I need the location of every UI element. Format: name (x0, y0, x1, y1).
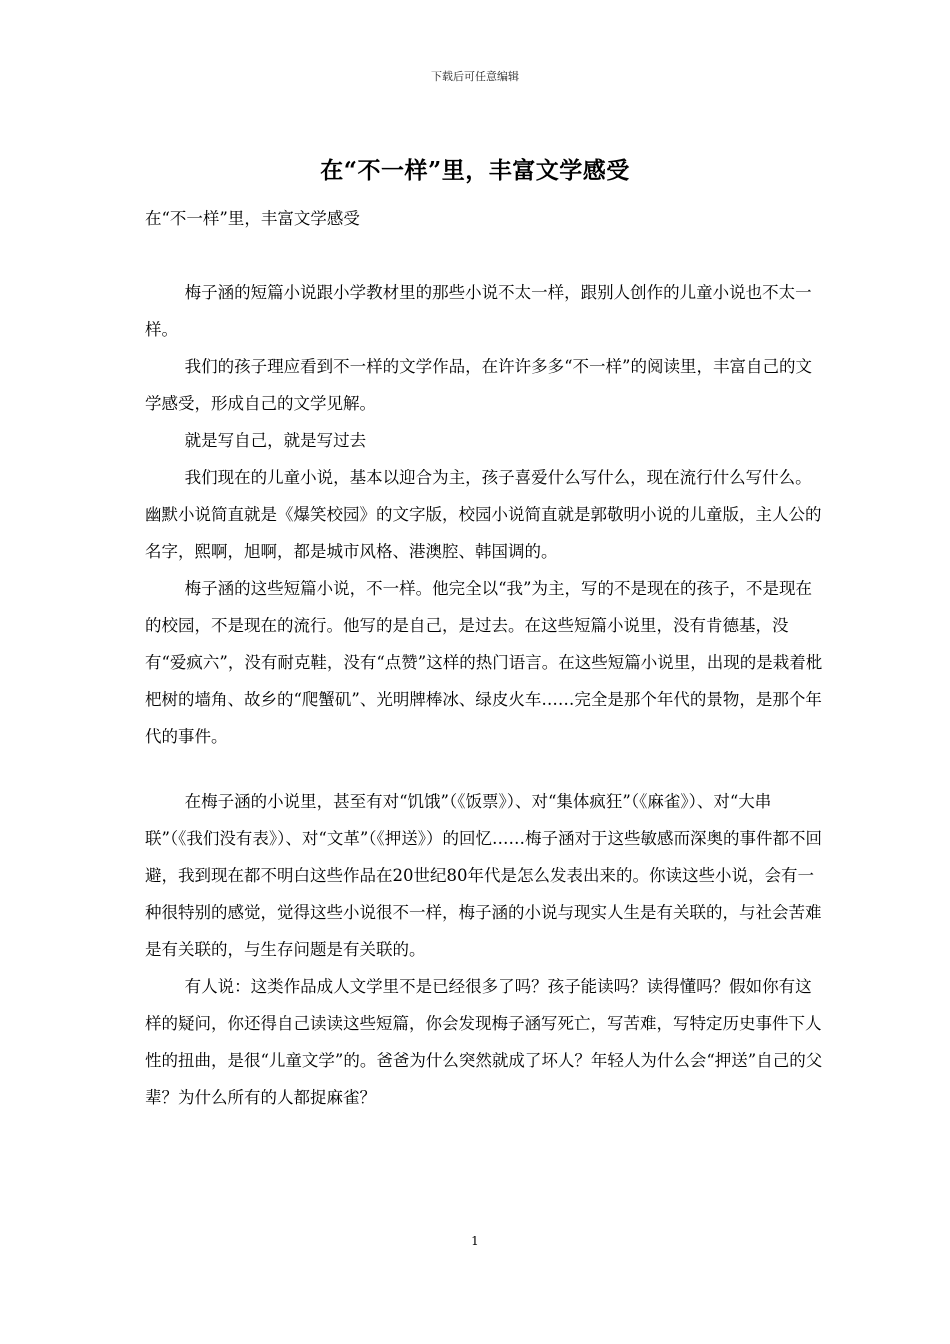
paragraph-4: 梅子涵的这些短篇小说，不一样。他完全以“我”为主，写的不是现在的孩子，不是现在的校园，不是现在的流行。他写的是自己，是过去。在这些短篇小说里，没有肯德基，没有“爱疯六”，没有耐克鞋，没有“点赞”这样的热门语言。在这些短篇小说里，出现的是栽着枇杷树的墙角、故乡的“爬蟹矶”、光明牌棒冰、绿皮火车……完全是那个年代的景物，是那个年代的事件。 (145, 579, 823, 746)
paragraph-5: 在梅子涵的小说里，甚至有对“饥饿”（《饭票》）、对“集体疯狂”（《麻雀》）、对“大串联”（《我们没有表》）、对“文革”（《押送》）的回忆……梅子涵对于这些敏感而深奥的事件都不回避，我到现在都不明白这些作品在20世纪80年代是怎么发表出来的。你读这些小说，会有一种很特别的感觉，觉得这些小说很不一样，梅子涵的小说与现实人生是有关联的，与社会苦难是有关联的，与生存问题是有关联的。 (145, 792, 823, 959)
document-body (145, 200, 825, 1116)
paragraph-6: 有人说：这类作品成人文学里不是已经很多了吗？孩子能读吗？读得懂吗？假如你有这样的疑问，你还得自己读读这些短篇，你会发现梅子涵写死亡，写苦难，写特定历史事件下人性的扭曲，是很“儿童文学”的。爸爸为什么突然就成了坏人？年轻人为什么会“押送”自己的父辈？为什么所有的人都捉麻雀？ (145, 977, 823, 1107)
paragraph-3: 我们现在的儿童小说，基本以迎合为主，孩子喜爱什么写什么，现在流行什么写什么。幽默小说简直就是《爆笑校园》的文字版，校园小说简直就是郭敬明小说的儿童版，主人公的名字，熙啊，旭啊，都是城市风格、港澳腔、韩国调的。 (145, 468, 822, 561)
paragraph-1: 梅子涵的短篇小说跟小学教材里的那些小说不太一样，跟别人创作的儿童小说也不太一样。 (145, 283, 812, 339)
paragraph-2: 我们的孩子理应看到不一样的文学作品，在许许多多“不一样”的阅读里，丰富自己的文学感受，形成自己的文学见解。 (145, 357, 812, 413)
subtitle-line: 在“不一样”里，丰富文学感受 (145, 209, 360, 228)
header-note: 下载后可任意编辑 (431, 70, 519, 83)
page-number: 1 (471, 1234, 479, 1248)
section-heading: 就是写自己，就是写过去 (184, 431, 367, 450)
document-title: 在“不一样”里，丰富文学感受 (320, 157, 630, 184)
